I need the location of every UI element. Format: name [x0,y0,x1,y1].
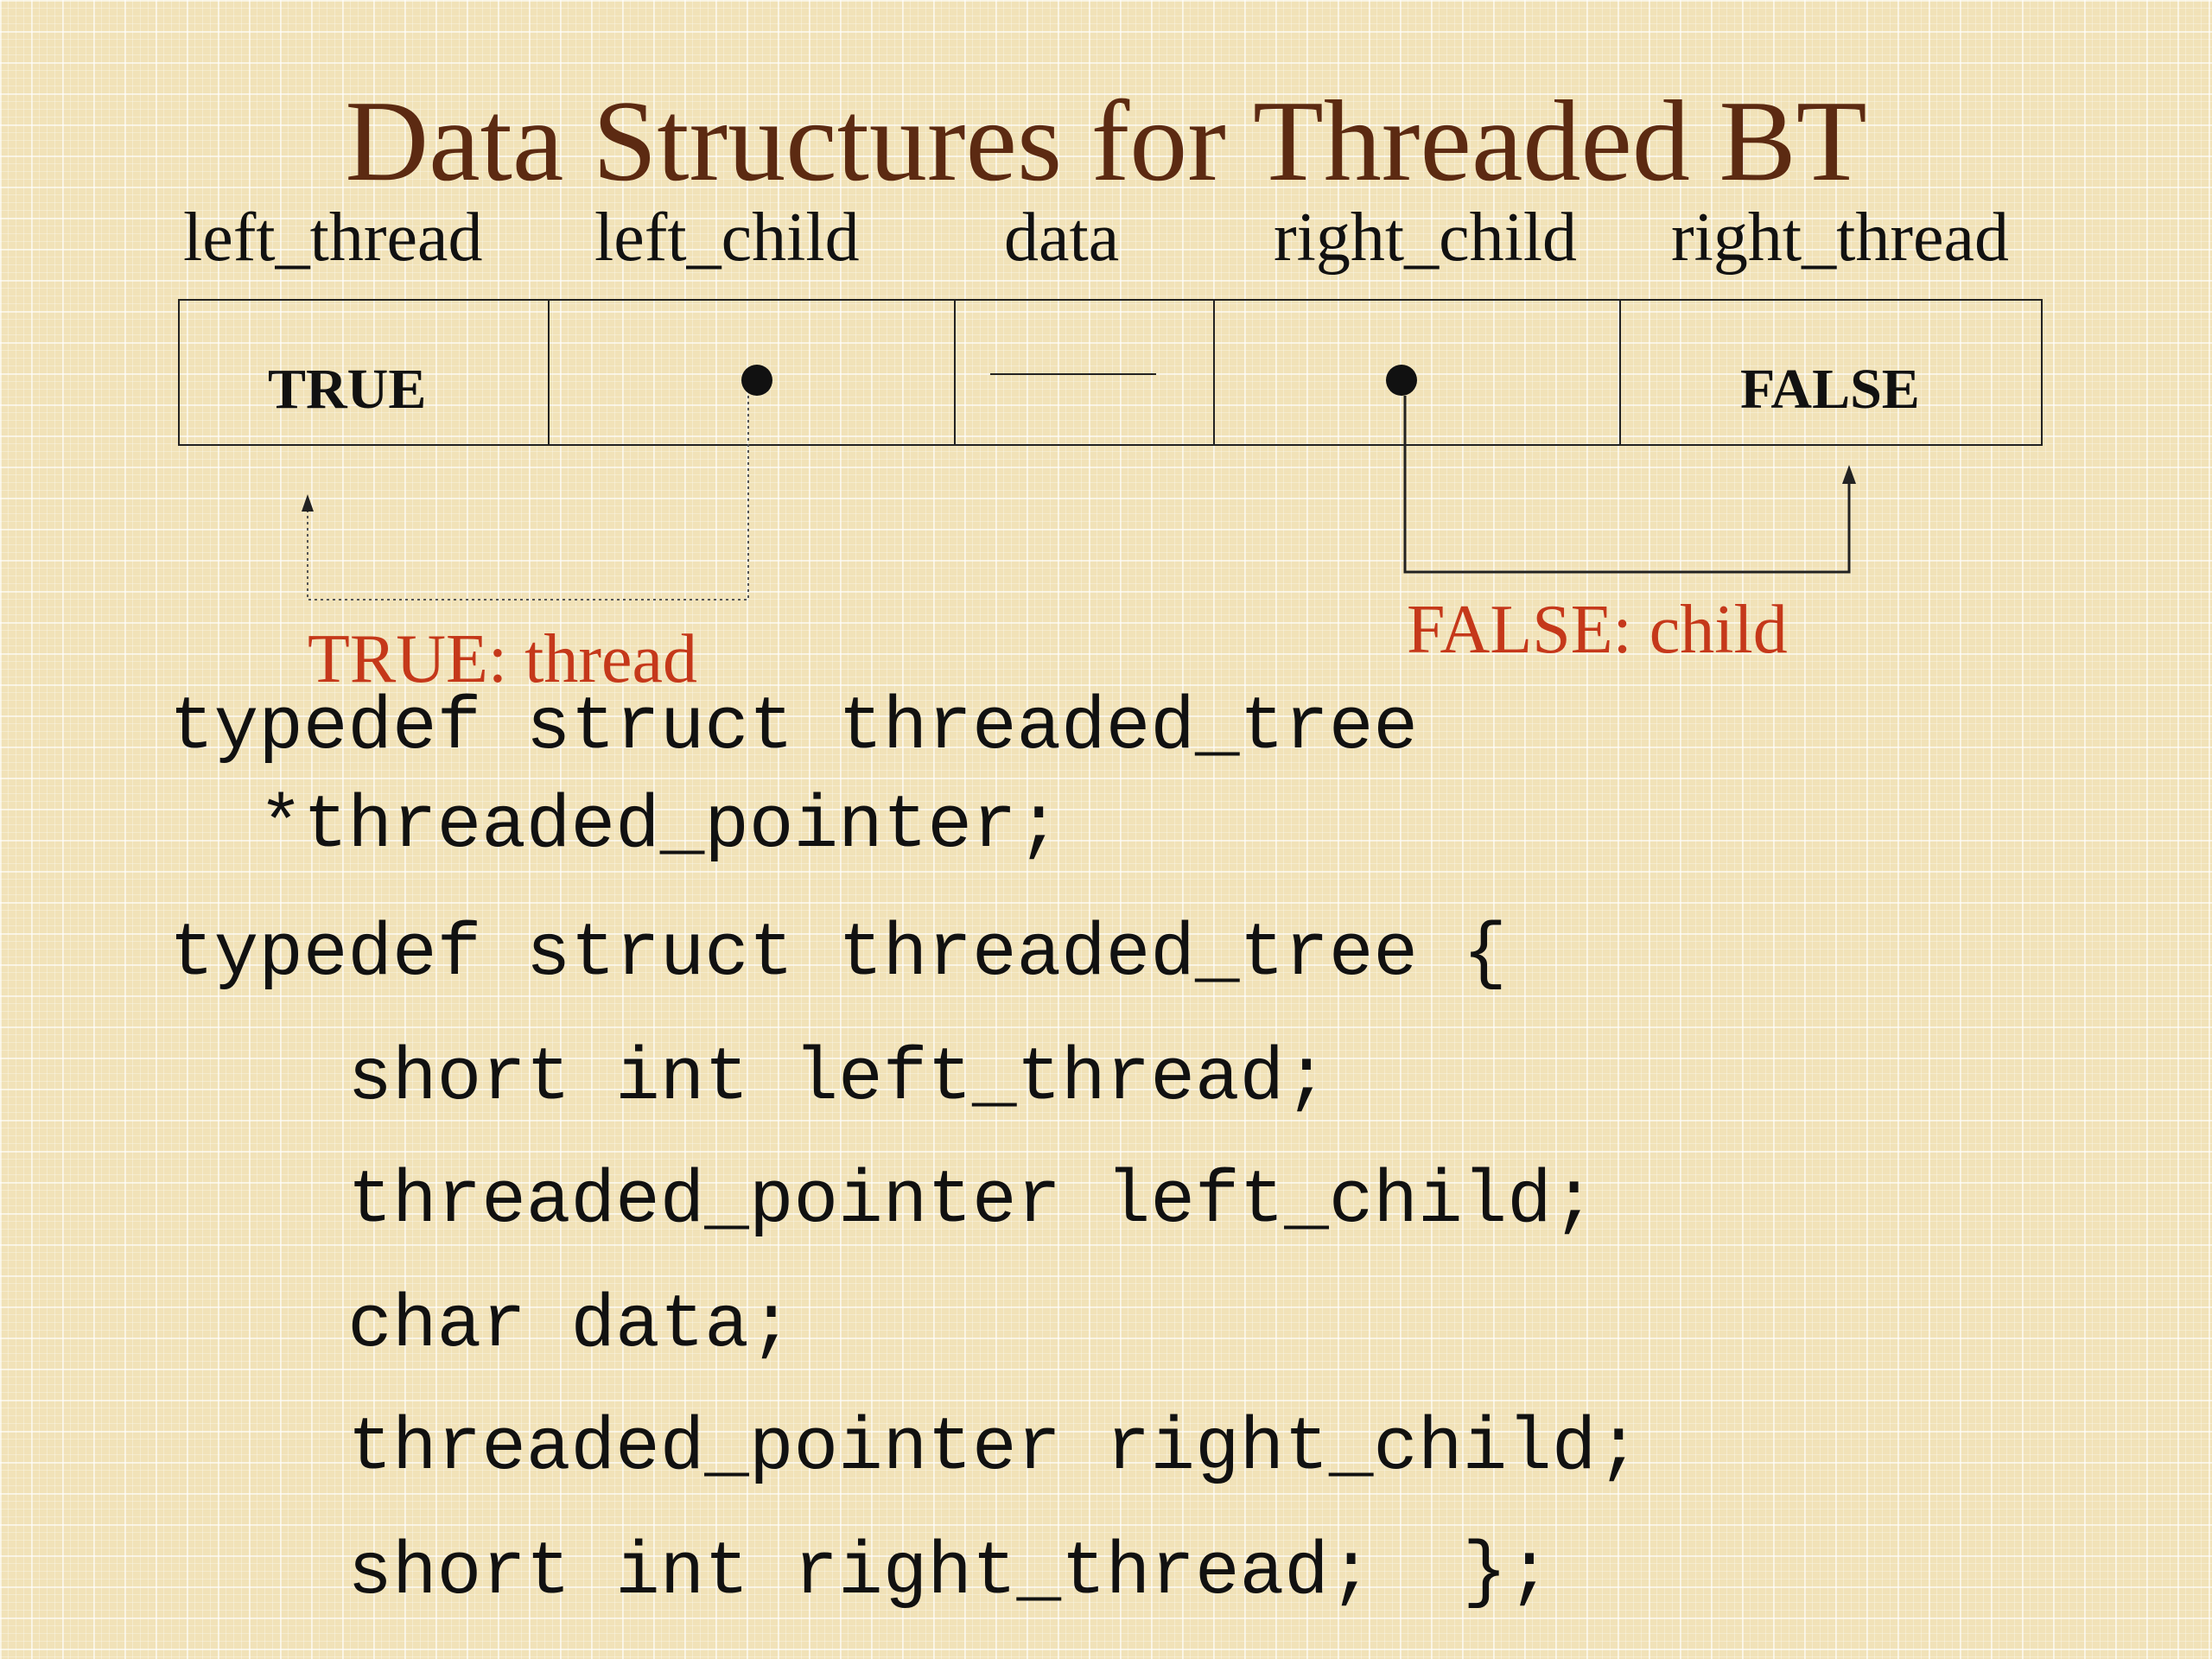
child-arrowhead [1842,465,1856,484]
right-child-pointer-dot [1386,365,1417,396]
label-left-child: left_child [594,200,860,276]
label-right-thread: right_thread [1671,200,2009,276]
code-line-2: *threaded_pointer; [169,784,1062,868]
code-line-5: threaded_pointer left_child; [169,1159,1597,1243]
code-line-7: threaded_pointer right_child; [169,1406,1642,1491]
code-line-6: char data; [169,1283,794,1368]
left-child-pointer-dot [741,365,772,396]
label-left-thread: left_thread [183,200,483,276]
caption-false-child: FALSE: child [1407,592,1788,668]
left-thread-value: TRUE [268,358,427,421]
label-data: data [1004,200,1120,276]
thread-arrowhead [302,494,314,512]
thread-link-dotted [308,396,748,600]
caption-true-thread: TRUE: thread [308,621,697,697]
label-right-child: right_child [1274,200,1578,276]
code-line-3: typedef struct threaded_tree { [169,912,1508,996]
slide-title: Data Structures for Threaded BT [345,77,1867,205]
code-line-8: short int right_thread; }; [169,1530,1552,1615]
child-link-solid [1405,396,1849,572]
right-thread-value: FALSE [1740,358,1920,421]
code-line-1: typedef struct threaded_tree [169,685,1419,770]
code-line-4: short int left_thread; [169,1036,1329,1121]
